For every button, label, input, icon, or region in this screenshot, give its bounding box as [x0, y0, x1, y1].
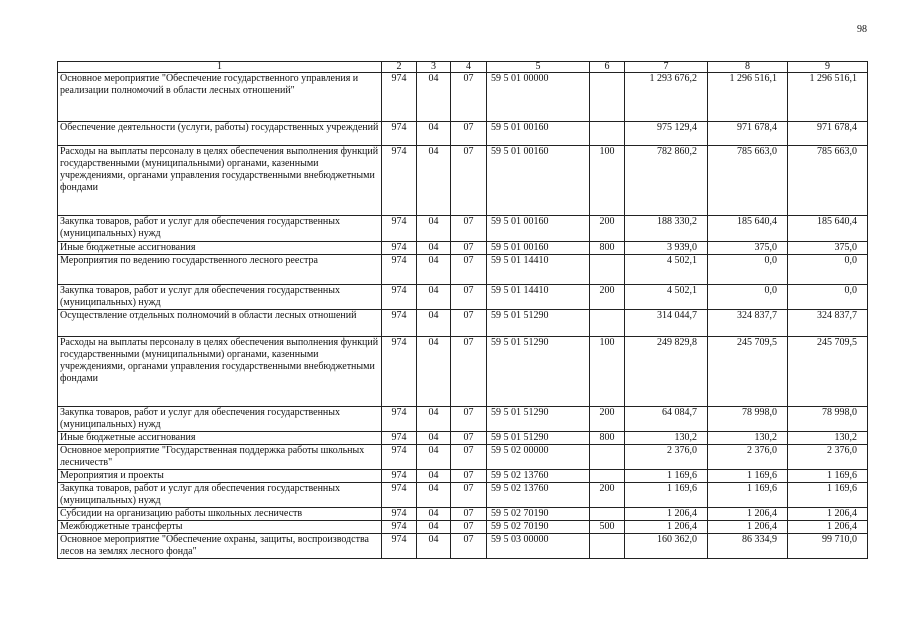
row-value-8: 1 206,4 [708, 508, 788, 521]
row-name: Межбюджетные трансферты [58, 521, 382, 534]
row-name: Иные бюджетные ассигнования [58, 242, 382, 255]
row-code-6 [590, 470, 625, 483]
row-value-7: 975 129,4 [625, 122, 708, 146]
row-value-9: 99 710,0 [788, 534, 868, 559]
row-value-9: 324 837,7 [788, 310, 868, 337]
row-code-5: 59 5 02 00000 [487, 445, 590, 470]
row-value-7: 782 860,2 [625, 146, 708, 216]
header-col-5: 5 [487, 62, 590, 73]
row-value-7: 130,2 [625, 432, 708, 445]
row-code-6: 200 [590, 407, 625, 432]
row-code-5: 59 5 01 00160 [487, 216, 590, 242]
header-col-8: 8 [708, 62, 788, 73]
table-row [58, 432, 868, 445]
row-code-3: 04 [417, 483, 451, 508]
header-col-6: 6 [590, 62, 625, 73]
row-code-2: 974 [382, 508, 417, 521]
row-value-9: 0,0 [788, 255, 868, 285]
row-code-3: 04 [417, 242, 451, 255]
row-value-9: 245 709,5 [788, 337, 868, 407]
table-body [58, 73, 868, 559]
row-value-9: 2 376,0 [788, 445, 868, 470]
row-code-2: 974 [382, 470, 417, 483]
table-row [58, 534, 868, 559]
row-code-2: 974 [382, 285, 417, 310]
row-code-6 [590, 122, 625, 146]
row-code-6: 200 [590, 285, 625, 310]
row-code-6: 500 [590, 521, 625, 534]
row-code-2: 974 [382, 310, 417, 337]
row-value-9: 1 169,6 [788, 483, 868, 508]
row-value-8: 1 296 516,1 [708, 73, 788, 122]
row-value-7: 160 362,0 [625, 534, 708, 559]
row-code-4: 07 [451, 73, 487, 122]
row-name: Мероприятия по ведению государственного лесного реестра [58, 255, 382, 285]
row-value-8: 0,0 [708, 285, 788, 310]
row-value-8: 130,2 [708, 432, 788, 445]
row-code-5: 59 5 02 70190 [487, 508, 590, 521]
row-code-2: 974 [382, 216, 417, 242]
row-value-9: 971 678,4 [788, 122, 868, 146]
table-row [58, 521, 868, 534]
row-code-3: 04 [417, 73, 451, 122]
header-col-7: 7 [625, 62, 708, 73]
row-code-6: 100 [590, 337, 625, 407]
row-code-2: 974 [382, 255, 417, 285]
row-value-8: 1 206,4 [708, 521, 788, 534]
row-value-7: 1 169,6 [625, 470, 708, 483]
row-value-7: 4 502,1 [625, 285, 708, 310]
header-col-4: 4 [451, 62, 487, 73]
row-code-5: 59 5 01 00160 [487, 122, 590, 146]
row-code-3: 04 [417, 470, 451, 483]
row-code-6 [590, 73, 625, 122]
row-code-4: 07 [451, 255, 487, 285]
row-code-4: 07 [451, 122, 487, 146]
row-code-6: 200 [590, 216, 625, 242]
row-code-3: 04 [417, 285, 451, 310]
row-code-2: 974 [382, 483, 417, 508]
row-value-8: 785 663,0 [708, 146, 788, 216]
row-code-4: 07 [451, 310, 487, 337]
row-code-3: 04 [417, 146, 451, 216]
row-value-8: 1 169,6 [708, 483, 788, 508]
row-value-8: 245 709,5 [708, 337, 788, 407]
row-value-8: 375,0 [708, 242, 788, 255]
budget-table [57, 61, 868, 559]
row-code-2: 974 [382, 146, 417, 216]
row-value-7: 1 169,6 [625, 483, 708, 508]
row-name: Субсидии на организацию работы школьных лесничеств [58, 508, 382, 521]
row-code-2: 974 [382, 534, 417, 559]
row-code-6 [590, 310, 625, 337]
row-name: Основное мероприятие "Обеспечение охраны, защиты, воспроизводства лесов на землях лесного фонда" [58, 534, 382, 559]
row-code-3: 04 [417, 337, 451, 407]
row-code-6: 800 [590, 242, 625, 255]
row-name: Закупка товаров, работ и услуг для обеспечения государственных (муниципальных) нужд [58, 407, 382, 432]
table-row [58, 242, 868, 255]
header-col-3: 3 [417, 62, 451, 73]
row-value-8: 78 998,0 [708, 407, 788, 432]
row-value-7: 64 084,7 [625, 407, 708, 432]
row-value-7: 1 293 676,2 [625, 73, 708, 122]
row-code-4: 07 [451, 445, 487, 470]
table-row [58, 337, 868, 407]
page-number: 98 [857, 24, 867, 35]
table-row [58, 285, 868, 310]
row-value-9: 1 169,6 [788, 470, 868, 483]
row-name: Обеспечение деятельности (услуги, работы) государственных учреждений [58, 122, 382, 146]
row-value-9: 185 640,4 [788, 216, 868, 242]
row-code-5: 59 5 01 00160 [487, 146, 590, 216]
row-code-4: 07 [451, 146, 487, 216]
row-code-2: 974 [382, 407, 417, 432]
row-code-6: 200 [590, 483, 625, 508]
row-code-5: 59 5 03 00000 [487, 534, 590, 559]
row-code-6: 800 [590, 432, 625, 445]
row-value-9: 375,0 [788, 242, 868, 255]
row-code-4: 07 [451, 483, 487, 508]
row-code-6 [590, 445, 625, 470]
row-value-8: 86 334,9 [708, 534, 788, 559]
row-code-4: 07 [451, 216, 487, 242]
row-code-3: 04 [417, 216, 451, 242]
row-code-5: 59 5 01 51290 [487, 337, 590, 407]
row-name: Закупка товаров, работ и услуг для обеспечения государственных (муниципальных) нужд [58, 483, 382, 508]
row-code-4: 07 [451, 521, 487, 534]
row-value-9: 1 206,4 [788, 521, 868, 534]
row-code-4: 07 [451, 242, 487, 255]
row-code-4: 07 [451, 285, 487, 310]
row-value-9: 1 296 516,1 [788, 73, 868, 122]
row-code-5: 59 5 02 13760 [487, 483, 590, 508]
row-value-8: 185 640,4 [708, 216, 788, 242]
table-row [58, 122, 868, 146]
row-code-2: 974 [382, 122, 417, 146]
row-code-5: 59 5 01 51290 [487, 407, 590, 432]
row-code-4: 07 [451, 534, 487, 559]
table-header [58, 62, 868, 73]
row-code-5: 59 5 01 00000 [487, 73, 590, 122]
row-code-3: 04 [417, 534, 451, 559]
row-name: Осуществление отдельных полномочий в области лесных отношений [58, 310, 382, 337]
row-code-2: 974 [382, 521, 417, 534]
header-col-9: 9 [788, 62, 868, 73]
row-code-4: 07 [451, 407, 487, 432]
row-name: Основное мероприятие "Государственная поддержка работы школьных лесничеств" [58, 445, 382, 470]
row-code-5: 59 5 01 51290 [487, 310, 590, 337]
row-code-5: 59 5 02 13760 [487, 470, 590, 483]
table-row [58, 445, 868, 470]
row-code-2: 974 [382, 242, 417, 255]
row-value-7: 2 376,0 [625, 445, 708, 470]
table-row [58, 146, 868, 216]
row-code-3: 04 [417, 310, 451, 337]
row-code-5: 59 5 01 14410 [487, 255, 590, 285]
row-name: Мероприятия и проекты [58, 470, 382, 483]
table-row [58, 216, 868, 242]
row-code-5: 59 5 01 00160 [487, 242, 590, 255]
header-col-2: 2 [382, 62, 417, 73]
row-code-4: 07 [451, 337, 487, 407]
row-code-2: 974 [382, 73, 417, 122]
row-code-3: 04 [417, 255, 451, 285]
row-value-8: 1 169,6 [708, 470, 788, 483]
table-row [58, 508, 868, 521]
row-name: Закупка товаров, работ и услуг для обеспечения государственных (муниципальных) нужд [58, 216, 382, 242]
row-code-3: 04 [417, 122, 451, 146]
row-code-3: 04 [417, 521, 451, 534]
row-value-7: 249 829,8 [625, 337, 708, 407]
row-name: Иные бюджетные ассигнования [58, 432, 382, 445]
row-value-9: 0,0 [788, 285, 868, 310]
table-row [58, 255, 868, 285]
row-code-6: 100 [590, 146, 625, 216]
table-row [58, 470, 868, 483]
row-value-7: 188 330,2 [625, 216, 708, 242]
row-value-8: 971 678,4 [708, 122, 788, 146]
row-name: Расходы на выплаты персоналу в целях обеспечения выполнения функций государственными (муниципальными) органами, казенными учреждениями, органами управления государственными внебюджетными фондами [58, 146, 382, 216]
table-row [58, 73, 868, 122]
row-name: Основное мероприятие "Обеспечение государственного управления и реализации полномочий в области лесных отношений" [58, 73, 382, 122]
row-name: Расходы на выплаты персоналу в целях обеспечения выполнения функций государственными (муниципальными) органами, казенными учреждениями, органами управления государственными внебюджетными фондами [58, 337, 382, 407]
row-value-7: 1 206,4 [625, 521, 708, 534]
row-value-9: 130,2 [788, 432, 868, 445]
row-value-9: 785 663,0 [788, 146, 868, 216]
row-value-7: 3 939,0 [625, 242, 708, 255]
row-code-3: 04 [417, 432, 451, 445]
row-value-8: 2 376,0 [708, 445, 788, 470]
row-code-2: 974 [382, 432, 417, 445]
row-code-4: 07 [451, 432, 487, 445]
row-name: Закупка товаров, работ и услуг для обеспечения государственных (муниципальных) нужд [58, 285, 382, 310]
table-row [58, 407, 868, 432]
row-code-4: 07 [451, 470, 487, 483]
header-col-1: 1 [58, 62, 382, 73]
row-value-8: 0,0 [708, 255, 788, 285]
row-code-3: 04 [417, 508, 451, 521]
row-code-2: 974 [382, 445, 417, 470]
table-row [58, 310, 868, 337]
row-code-6 [590, 255, 625, 285]
row-code-6 [590, 508, 625, 521]
row-value-8: 324 837,7 [708, 310, 788, 337]
row-code-5: 59 5 01 51290 [487, 432, 590, 445]
row-code-6 [590, 534, 625, 559]
row-code-2: 974 [382, 337, 417, 407]
row-value-7: 314 044,7 [625, 310, 708, 337]
row-value-7: 1 206,4 [625, 508, 708, 521]
row-code-3: 04 [417, 407, 451, 432]
row-value-7: 4 502,1 [625, 255, 708, 285]
row-code-3: 04 [417, 445, 451, 470]
row-code-5: 59 5 02 70190 [487, 521, 590, 534]
row-code-4: 07 [451, 508, 487, 521]
row-value-9: 78 998,0 [788, 407, 868, 432]
row-code-5: 59 5 01 14410 [487, 285, 590, 310]
table-row [58, 483, 868, 508]
row-value-9: 1 206,4 [788, 508, 868, 521]
